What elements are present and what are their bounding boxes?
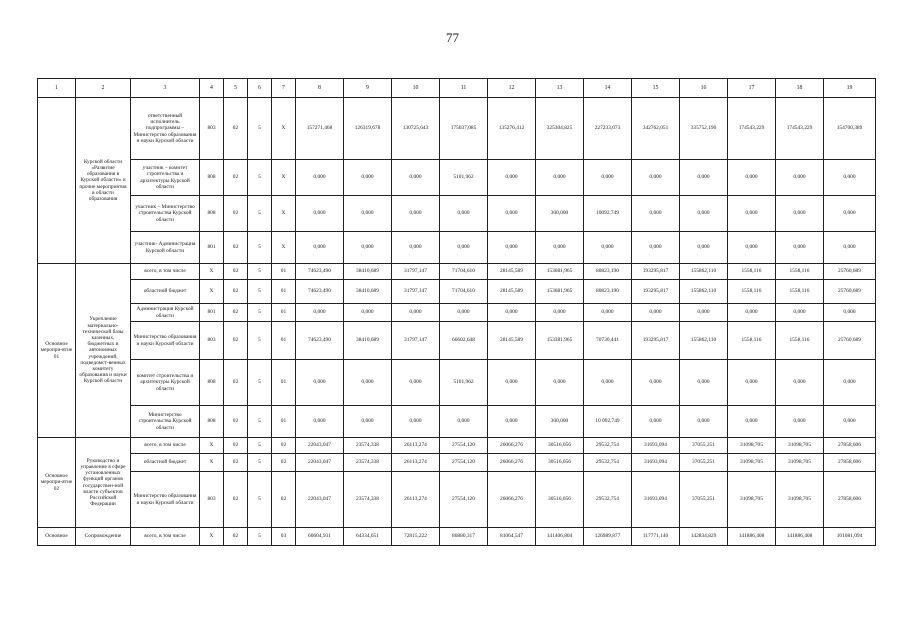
value-cell: 227233,073 (584, 98, 632, 160)
value-cell: 02 (224, 322, 248, 360)
value-cell: 1558,116 (728, 280, 776, 304)
value-cell: 5 (248, 528, 272, 546)
executor-cell: областной бюджет (131, 280, 200, 304)
header-cell: 7 (272, 79, 296, 98)
value-cell: 5 (248, 304, 272, 322)
value-cell: 0,000 (488, 304, 536, 322)
value-cell: Х (200, 528, 224, 546)
value-cell: 0,000 (296, 360, 344, 406)
value-cell: 38410,689 (344, 264, 392, 280)
value-cell: 0,000 (488, 196, 536, 232)
value-cell: 0,000 (536, 232, 584, 264)
value-cell: Х (272, 232, 296, 264)
value-cell: 155862,110 (680, 280, 728, 304)
value-cell: Х (200, 454, 224, 472)
header-cell: 8 (296, 79, 344, 98)
value-cell: 27554,120 (440, 438, 488, 454)
value-cell: 60604,931 (296, 528, 344, 546)
value-cell: 26066,276 (488, 472, 536, 528)
value-cell: 02 (224, 454, 248, 472)
value-cell: 0,000 (584, 360, 632, 406)
header-cell: 19 (824, 79, 876, 98)
value-cell: 28145,589 (488, 280, 536, 304)
value-cell: 80880,317 (440, 528, 488, 546)
value-cell: 0,000 (824, 232, 876, 264)
value-cell: 0,000 (632, 196, 680, 232)
value-cell: 155862,110 (680, 322, 728, 360)
value-cell: 0,000 (344, 232, 392, 264)
value-cell: 153681,965 (536, 280, 584, 304)
value-cell: 0,000 (344, 406, 392, 438)
value-cell: 0,000 (536, 360, 584, 406)
value-cell: 5 (248, 454, 272, 472)
value-cell: 31098,705 (728, 438, 776, 454)
table-body (38, 98, 876, 546)
header-cell: 15 (632, 79, 680, 98)
value-cell: 1558,116 (728, 264, 776, 280)
value-cell: 0,000 (296, 406, 344, 438)
value-cell: 0,000 (440, 196, 488, 232)
value-cell: 5 (248, 98, 272, 160)
value-cell: 0,000 (728, 360, 776, 406)
value-cell: 808 (200, 406, 224, 438)
value-cell: 5 (248, 232, 272, 264)
value-cell: 135276,412 (488, 98, 536, 160)
value-cell: 02 (224, 360, 248, 406)
table-row (38, 160, 876, 196)
value-cell: 5 (248, 280, 272, 304)
value-cell: 808 (200, 160, 224, 196)
table-row (38, 406, 876, 438)
event-number-cell (38, 98, 76, 264)
value-cell: 74623,490 (296, 322, 344, 360)
table-row (38, 360, 876, 406)
value-cell: 0,000 (728, 304, 776, 322)
value-cell: 26066,276 (488, 438, 536, 454)
value-cell: 27858,606 (824, 472, 876, 528)
executor-cell: всего, в том числе (131, 438, 200, 454)
value-cell: 5 (248, 472, 272, 528)
executor-cell: участник – комитет строительства и архитектуры Курской области (131, 160, 200, 196)
executor-cell: Администрация Курской области (131, 304, 200, 322)
value-cell: 1558,116 (776, 322, 824, 360)
value-cell: 0,000 (392, 360, 440, 406)
value-cell: 37055,251 (680, 438, 728, 454)
table-row (38, 264, 876, 280)
value-cell: 27858,606 (824, 438, 876, 454)
value-cell: 5 (248, 322, 272, 360)
value-cell: Х (200, 280, 224, 304)
value-cell: 0,000 (632, 232, 680, 264)
value-cell: 37055,251 (680, 472, 728, 528)
value-cell: 0,000 (680, 360, 728, 406)
value-cell: 22043,047 (296, 438, 344, 454)
value-cell: 31693,094 (632, 472, 680, 528)
value-cell: 01 (272, 322, 296, 360)
header-cell: 17 (728, 79, 776, 98)
value-cell: 0,000 (296, 160, 344, 196)
value-cell: 0,000 (824, 360, 876, 406)
value-cell: 10092,749 (584, 196, 632, 232)
value-cell: 29532,754 (584, 472, 632, 528)
value-cell: 31693,094 (632, 454, 680, 472)
value-cell: 31098,705 (728, 472, 776, 528)
value-cell: 0,000 (680, 304, 728, 322)
event-name-cell: Сопровождение (76, 528, 131, 546)
value-cell: 0,000 (392, 232, 440, 264)
value-cell: 0,000 (488, 406, 536, 438)
value-cell: Х (200, 438, 224, 454)
value-cell: 01 (272, 360, 296, 406)
header-cell: 11 (440, 79, 488, 98)
value-cell: 0,000 (392, 406, 440, 438)
value-cell: 29532,754 (584, 438, 632, 454)
value-cell: 5 (248, 406, 272, 438)
table-row (38, 322, 876, 360)
value-cell: 0,000 (776, 304, 824, 322)
table-row (38, 304, 876, 322)
value-cell: 174543,229 (776, 98, 824, 160)
value-cell: 175037,085 (440, 98, 488, 160)
value-cell: 5101,962 (440, 360, 488, 406)
value-cell: 01 (272, 264, 296, 280)
value-cell: 23574,338 (344, 454, 392, 472)
value-cell: 02 (224, 528, 248, 546)
table-row (38, 438, 876, 454)
value-cell: 0,000 (440, 232, 488, 264)
value-cell: 0,000 (296, 304, 344, 322)
value-cell: 0,000 (488, 160, 536, 196)
budget-table (37, 78, 876, 546)
value-cell: 801 (200, 232, 224, 264)
header-cell: 9 (344, 79, 392, 98)
header-cell: 18 (776, 79, 824, 98)
value-cell: 0,000 (728, 232, 776, 264)
value-cell: 31098,705 (776, 472, 824, 528)
executor-cell: областной бюджет (131, 454, 200, 472)
header-row (38, 79, 876, 98)
value-cell: 25760,689 (824, 322, 876, 360)
value-cell: 02 (272, 438, 296, 454)
value-cell: 74623,490 (296, 264, 344, 280)
value-cell: 37055,251 (680, 454, 728, 472)
value-cell: 26113,274 (392, 472, 440, 528)
value-cell: 141406,804 (536, 528, 584, 546)
value-cell: 141886,408 (776, 528, 824, 546)
value-cell: 0,000 (488, 232, 536, 264)
value-cell: 5 (248, 196, 272, 232)
value-cell: 74623,490 (296, 280, 344, 304)
value-cell: 0,000 (536, 160, 584, 196)
value-cell: 0,000 (632, 360, 680, 406)
value-cell: 0,000 (776, 160, 824, 196)
event-name-cell: Курской области «Развитие образования в Курской области» и прочие мероприятия в области образования (76, 98, 131, 264)
value-cell: 25760,689 (824, 264, 876, 280)
value-cell: 0,000 (296, 232, 344, 264)
value-cell: 0,000 (824, 304, 876, 322)
value-cell: 02 (224, 304, 248, 322)
value-cell: 0,000 (392, 160, 440, 196)
value-cell: 808 (200, 196, 224, 232)
value-cell: 141886,408 (728, 528, 776, 546)
table-row (38, 472, 876, 528)
value-cell: 30516,056 (536, 438, 584, 454)
value-cell: 0,000 (776, 360, 824, 406)
value-cell: 0,000 (344, 196, 392, 232)
header-cell: 1 (38, 79, 76, 98)
header-cell: 6 (248, 79, 272, 98)
value-cell: 0,000 (632, 160, 680, 196)
value-cell: 30516,056 (536, 472, 584, 528)
value-cell: 101081,094 (824, 528, 876, 546)
value-cell: 803 (200, 98, 224, 160)
executor-cell: Министерство строительства Курской области (131, 406, 200, 438)
value-cell: 1558,116 (776, 264, 824, 280)
value-cell: 0,000 (584, 160, 632, 196)
value-cell: 72815,222 (392, 528, 440, 546)
value-cell: 02 (224, 472, 248, 528)
value-cell: 0,000 (680, 406, 728, 438)
value-cell: 38410,689 (344, 280, 392, 304)
value-cell: 38410,689 (344, 322, 392, 360)
value-cell: 02 (224, 438, 248, 454)
value-cell: 126989,877 (584, 528, 632, 546)
event-number-cell: Основное меропри-ятие 01 (38, 264, 76, 438)
executor-cell: всего, в том числе (131, 528, 200, 546)
header-cell: 10 (392, 79, 440, 98)
value-cell: 22043,047 (296, 472, 344, 528)
value-cell: 31098,705 (776, 454, 824, 472)
value-cell: 117771,140 (632, 528, 680, 546)
executor-cell: комитет строительства и архитектуры Курской области (131, 360, 200, 406)
value-cell: 193295,817 (632, 264, 680, 280)
value-cell: 31098,705 (728, 454, 776, 472)
value-cell: 0,000 (680, 232, 728, 264)
executor-cell: всего, в том числе (131, 264, 200, 280)
value-cell: 02 (224, 264, 248, 280)
table-row (38, 280, 876, 304)
value-cell: 25760,689 (824, 280, 876, 304)
value-cell: 31797,147 (392, 264, 440, 280)
value-cell: Х (272, 160, 296, 196)
value-cell: 0,000 (728, 406, 776, 438)
value-cell: 0,000 (632, 406, 680, 438)
value-cell: 0,000 (296, 196, 344, 232)
value-cell: Х (272, 196, 296, 232)
value-cell: 02 (224, 98, 248, 160)
value-cell: 27554,120 (440, 472, 488, 528)
value-cell: 193295,817 (632, 280, 680, 304)
value-cell: 0,000 (776, 406, 824, 438)
value-cell: 0,000 (584, 304, 632, 322)
value-cell: 02 (272, 472, 296, 528)
value-cell: 342762,051 (632, 98, 680, 160)
value-cell: 26066,276 (488, 454, 536, 472)
value-cell: 126319,678 (344, 98, 392, 160)
value-cell: 0,000 (632, 304, 680, 322)
value-cell: 0,000 (776, 196, 824, 232)
executor-cell: Министерство образования и науки Курской области (131, 322, 200, 360)
value-cell: 81064,547 (488, 528, 536, 546)
value-cell: 153381,965 (536, 322, 584, 360)
value-cell: 30516,056 (536, 454, 584, 472)
value-cell: 0,000 (728, 196, 776, 232)
value-cell: 0,000 (344, 160, 392, 196)
header-cell: 14 (584, 79, 632, 98)
value-cell: 31797,147 (392, 322, 440, 360)
value-cell: 28145,589 (488, 264, 536, 280)
value-cell: 0,000 (776, 232, 824, 264)
table-row (38, 232, 876, 264)
value-cell: 0,000 (824, 406, 876, 438)
value-cell: 174543,229 (728, 98, 776, 160)
value-cell: 02 (224, 196, 248, 232)
value-cell: 154700,389 (824, 98, 876, 160)
value-cell: 0,000 (440, 406, 488, 438)
value-cell: 0,000 (344, 304, 392, 322)
value-cell: 0,000 (728, 160, 776, 196)
value-cell: 155862,110 (680, 264, 728, 280)
value-cell: 153681,965 (536, 264, 584, 280)
header-cell: 2 (76, 79, 131, 98)
value-cell: 0,000 (680, 196, 728, 232)
value-cell: 0,000 (584, 232, 632, 264)
value-cell: 71704,610 (440, 280, 488, 304)
value-cell: 02 (224, 232, 248, 264)
value-cell: 23574,338 (344, 472, 392, 528)
value-cell: 02 (224, 406, 248, 438)
value-cell: 157271,468 (296, 98, 344, 160)
value-cell: 02 (272, 454, 296, 472)
value-cell: 26113,274 (392, 454, 440, 472)
table-row (38, 196, 876, 232)
value-cell: 01 (272, 406, 296, 438)
value-cell: 801 (200, 304, 224, 322)
value-cell: 803 (200, 472, 224, 528)
value-cell: 5 (248, 360, 272, 406)
value-cell: 26113,274 (392, 438, 440, 454)
value-cell: 803 (200, 322, 224, 360)
value-cell: 02 (224, 160, 248, 196)
value-cell: 02 (224, 280, 248, 304)
value-cell: 0,000 (440, 304, 488, 322)
value-cell: 27858,606 (824, 454, 876, 472)
header-cell: 4 (200, 79, 224, 98)
value-cell: 80823,190 (584, 280, 632, 304)
value-cell: 0,000 (824, 196, 876, 232)
value-cell: 5 (248, 264, 272, 280)
value-cell: 300,000 (536, 196, 584, 232)
value-cell: 23574,338 (344, 438, 392, 454)
value-cell: 142834,829 (680, 528, 728, 546)
value-cell: 5101,962 (440, 160, 488, 196)
value-cell: 0,000 (824, 160, 876, 196)
event-name-cell: Руководство и управление в сфере установленных функций органов государствен-ной власти субъектов Российской Федерации (76, 438, 131, 528)
value-cell: 1558,116 (728, 322, 776, 360)
value-cell: 300,000 (536, 406, 584, 438)
value-cell: 29532,754 (584, 454, 632, 472)
value-cell: 01 (272, 304, 296, 322)
table-row (38, 528, 876, 546)
table-row (38, 98, 876, 160)
value-cell: 80823,190 (584, 264, 632, 280)
value-cell: 22043,047 (296, 454, 344, 472)
value-cell: 0,000 (344, 360, 392, 406)
value-cell: 31693,094 (632, 438, 680, 454)
value-cell: 66602,648 (440, 322, 488, 360)
value-cell: 0,000 (536, 304, 584, 322)
value-cell: Х (200, 264, 224, 280)
header-cell: 3 (131, 79, 200, 98)
value-cell: 5 (248, 438, 272, 454)
value-cell: 335752,190 (680, 98, 728, 160)
event-number-cell: Основное (38, 528, 76, 546)
value-cell: 10 092,749 (584, 406, 632, 438)
value-cell: 64334,651 (344, 528, 392, 546)
value-cell: 01 (272, 280, 296, 304)
value-cell: 5 (248, 160, 272, 196)
value-cell: 193295,817 (632, 322, 680, 360)
executor-cell: участник- Администрация Курской области (131, 232, 200, 264)
value-cell: 03 (272, 528, 296, 546)
value-cell: 71704,610 (440, 264, 488, 280)
value-cell: 27554,120 (440, 454, 488, 472)
header-cell: 13 (536, 79, 584, 98)
page-number: 77 (446, 30, 459, 45)
table-row (38, 454, 876, 472)
value-cell: 31797,147 (392, 280, 440, 304)
executor-cell: Министерство образования и науки Курской области (131, 472, 200, 528)
value-cell: 0,000 (680, 160, 728, 196)
value-cell: 0,000 (392, 196, 440, 232)
event-name-cell: Укрепление материально-технической базы казенных, бюджетных и автономных учреждений, подведомст-венных комитету образования и науки Курской области (76, 264, 131, 438)
value-cell: 70730,441 (584, 322, 632, 360)
value-cell: 28145,589 (488, 322, 536, 360)
value-cell: 31098,705 (776, 438, 824, 454)
executor-cell: ответственный исполнитель подпрограммы – Министерство образования и науки Курской области (131, 98, 200, 160)
header-cell: 16 (680, 79, 728, 98)
value-cell: 0,000 (392, 304, 440, 322)
header-cell: 5 (224, 79, 248, 98)
value-cell: 1558,116 (776, 280, 824, 304)
event-number-cell: Основное меропри-ятие 02 (38, 438, 76, 528)
executor-cell: участник – Министерство строительства Курской области (131, 196, 200, 232)
value-cell: 0,000 (488, 360, 536, 406)
header-cell: 12 (488, 79, 536, 98)
value-cell: 325304,825 (536, 98, 584, 160)
value-cell: 808 (200, 360, 224, 406)
value-cell: Х (272, 98, 296, 160)
value-cell: 130725,643 (392, 98, 440, 160)
